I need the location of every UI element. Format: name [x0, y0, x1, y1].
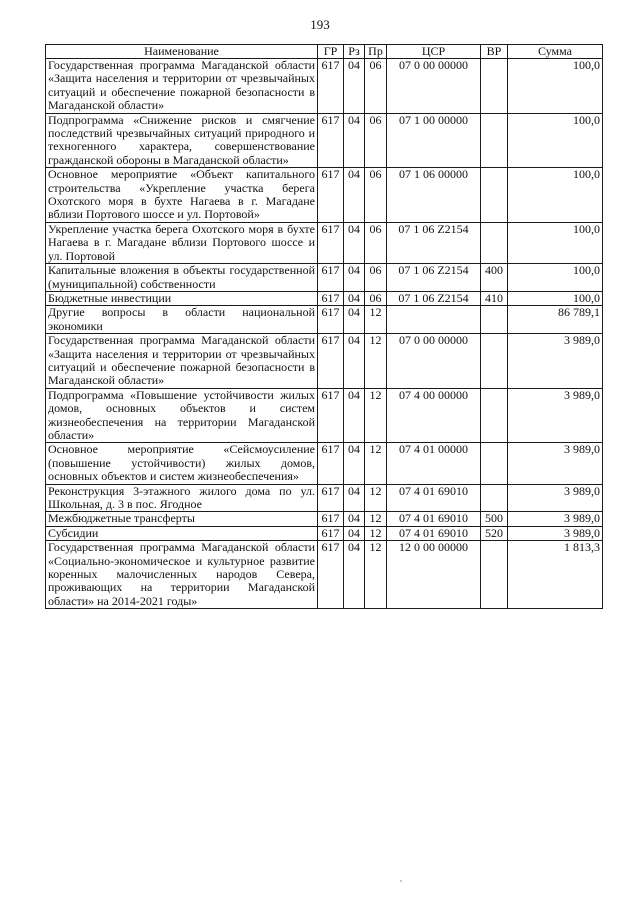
row-rz: 04: [344, 59, 365, 114]
row-name: Реконструкция 3-этажного жилого дома по ул. Школьная, д. 3 в пос. Ягодное: [46, 484, 318, 512]
row-rz: 04: [344, 291, 365, 305]
row-rz: 04: [344, 168, 365, 223]
table-row: [46, 512, 603, 526]
row-vr: [481, 388, 508, 443]
row-rz: 04: [344, 264, 365, 292]
row-pr: 12: [365, 388, 387, 443]
row-vr: [481, 334, 508, 389]
row-name: Подпрограмма «Повышение устойчивости жилых домов, основных объектов и систем жизнеобеспечения на территории Магаданской области»: [46, 388, 318, 443]
row-vr: 520: [481, 526, 508, 540]
row-name: Субсидии: [46, 526, 318, 540]
row-pr: 12: [365, 541, 387, 609]
row-sum: 100,0: [508, 168, 603, 223]
row-rz: 04: [344, 526, 365, 540]
row-rz: 04: [344, 334, 365, 389]
row-rz: 04: [344, 484, 365, 512]
row-vr: [481, 113, 508, 168]
row-sum: 1 813,3: [508, 541, 603, 609]
row-sum: 100,0: [508, 59, 603, 114]
table-row: [46, 168, 603, 223]
row-rz: 04: [344, 541, 365, 609]
row-gr: 617: [318, 222, 344, 263]
row-gr: 617: [318, 168, 344, 223]
row-name: Основное мероприятие «Объект капитального строительства «Укрепление участка берега Охотского моря в бухте Нагаева в г. Магадане вблизи Портового шоссе и ул. Портовой»: [46, 168, 318, 223]
row-pr: 12: [365, 306, 387, 334]
row-csr: 07 1 06 Z2154: [387, 264, 481, 292]
header-name: Наименование: [46, 45, 318, 59]
table-row: [46, 484, 603, 512]
row-gr: 617: [318, 306, 344, 334]
row-csr: 07 4 01 69010: [387, 512, 481, 526]
row-pr: 12: [365, 526, 387, 540]
table-row: [46, 59, 603, 114]
row-gr: 617: [318, 484, 344, 512]
row-sum: 100,0: [508, 222, 603, 263]
row-sum: 100,0: [508, 264, 603, 292]
row-csr: 07 1 06 00000: [387, 168, 481, 223]
row-gr: 617: [318, 59, 344, 114]
row-name: Капитальные вложения в объекты государственной (муниципальной) собственности: [46, 264, 318, 292]
row-rz: 04: [344, 113, 365, 168]
row-vr: [481, 484, 508, 512]
row-sum: 3 989,0: [508, 484, 603, 512]
row-sum: 100,0: [508, 113, 603, 168]
row-csr: [387, 306, 481, 334]
table-row: [46, 388, 603, 443]
row-name: Основное мероприятие «Сейсмоусиление (повышение устойчивости) жилых домов, основных объектов и систем жизнеобеспечения»: [46, 443, 318, 484]
row-sum: 100,0: [508, 291, 603, 305]
budget-table: [45, 44, 603, 609]
row-name: Государственная программа Магаданской области «Защита населения и территории от чрезвычайных ситуаций и обеспечение пожарной безопасности в Магаданской области»: [46, 59, 318, 114]
page-number: 193: [310, 17, 330, 32]
row-gr: 617: [318, 526, 344, 540]
row-gr: 617: [318, 334, 344, 389]
table-row: [46, 443, 603, 484]
row-pr: 12: [365, 484, 387, 512]
row-vr: [481, 222, 508, 263]
row-sum: 3 989,0: [508, 526, 603, 540]
header-gr: ГР: [318, 45, 344, 59]
table-row: [46, 113, 603, 168]
row-vr: 500: [481, 512, 508, 526]
row-sum: 3 989,0: [508, 334, 603, 389]
row-pr: 06: [365, 59, 387, 114]
row-vr: 400: [481, 264, 508, 292]
row-pr: 06: [365, 168, 387, 223]
row-pr: 06: [365, 113, 387, 168]
row-rz: 04: [344, 306, 365, 334]
row-vr: [481, 306, 508, 334]
header-sum: Сумма: [508, 45, 603, 59]
header-rz: Рз: [344, 45, 365, 59]
table-row: [46, 291, 603, 305]
row-csr: 07 4 01 69010: [387, 526, 481, 540]
row-csr: 12 0 00 00000: [387, 541, 481, 609]
row-name: Бюджетные инвестиции: [46, 291, 318, 305]
table-row: [46, 222, 603, 263]
header-row: [46, 45, 603, 59]
row-name: Межбюджетные трансферты: [46, 512, 318, 526]
header-pr: Пр: [365, 45, 387, 59]
row-vr: [481, 541, 508, 609]
row-csr: 07 0 00 00000: [387, 59, 481, 114]
row-rz: 04: [344, 443, 365, 484]
row-sum: 86 789,1: [508, 306, 603, 334]
row-gr: 617: [318, 264, 344, 292]
row-name: Государственная программа Магаданской области «Социально-экономическое и культурное развитие коренных малочисленных народов Севера, проживающих на территории Магаданской области» на 2014-2021 годы»: [46, 541, 318, 609]
row-vr: 410: [481, 291, 508, 305]
row-sum: 3 989,0: [508, 512, 603, 526]
row-csr: 07 1 00 00000: [387, 113, 481, 168]
row-name: Государственная программа Магаданской области «Защита населения и территории от чрезвычайных ситуаций и обеспечение пожарной безопасности в Магаданской области»: [46, 334, 318, 389]
row-vr: [481, 168, 508, 223]
row-gr: 617: [318, 541, 344, 609]
row-name: Подпрограмма «Снижение рисков и смягчение последствий чрезвычайных ситуаций природного и техногенного характера, совершенствование гражданской обороны в Магаданской области»: [46, 113, 318, 168]
header-vr: ВР: [481, 45, 508, 59]
table-row: [46, 541, 603, 609]
row-csr: 07 1 06 Z2154: [387, 291, 481, 305]
row-csr: 07 4 01 00000: [387, 443, 481, 484]
row-csr: 07 4 00 00000: [387, 388, 481, 443]
row-rz: 04: [344, 512, 365, 526]
row-gr: 617: [318, 512, 344, 526]
scan-speck: [400, 880, 402, 882]
row-gr: 617: [318, 113, 344, 168]
row-vr: [481, 443, 508, 484]
row-pr: 12: [365, 512, 387, 526]
row-pr: 12: [365, 334, 387, 389]
table-row: [46, 334, 603, 389]
row-rz: 04: [344, 222, 365, 263]
table-row: [46, 526, 603, 540]
row-name: Другие вопросы в области национальной экономики: [46, 306, 318, 334]
row-csr: 07 1 06 Z2154: [387, 222, 481, 263]
row-pr: 06: [365, 291, 387, 305]
row-pr: 06: [365, 222, 387, 263]
row-gr: 617: [318, 291, 344, 305]
table-row: [46, 264, 603, 292]
row-rz: 04: [344, 388, 365, 443]
row-gr: 617: [318, 388, 344, 443]
row-sum: 3 989,0: [508, 388, 603, 443]
row-sum: 3 989,0: [508, 443, 603, 484]
table-row: [46, 306, 603, 334]
row-csr: 07 0 00 00000: [387, 334, 481, 389]
row-pr: 06: [365, 264, 387, 292]
row-pr: 12: [365, 443, 387, 484]
row-name: Укрепление участка берега Охотского моря в бухте Нагаева в г. Магадане вблизи Портового шоссе и ул. Портовой: [46, 222, 318, 263]
row-gr: 617: [318, 443, 344, 484]
row-vr: [481, 59, 508, 114]
row-csr: 07 4 01 69010: [387, 484, 481, 512]
header-csr: ЦСР: [387, 45, 481, 59]
